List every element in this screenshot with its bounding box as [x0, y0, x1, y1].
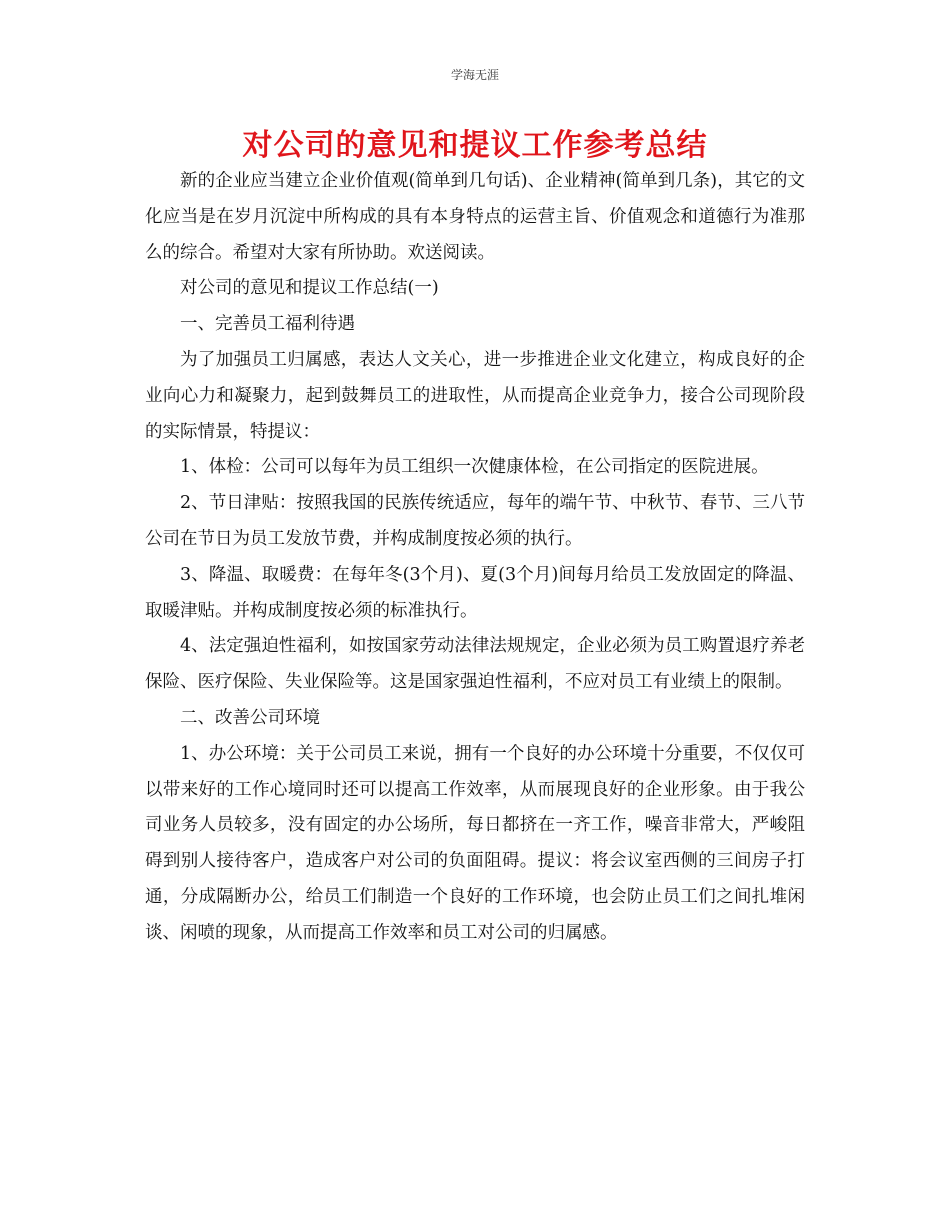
document-title: 对公司的意见和提议工作参考总结	[242, 128, 708, 163]
subsection-heading: 一、完善员工福利待遇	[180, 314, 355, 335]
list-item: 1、办公环境：关于公司员工来说，拥有一个良好的办公环境十分重要，不仅仅可以带来好的工作心境同时还可以提高工作效率，从而展现良好的企业形象。由于我公司业务人员较多，没有固定的办公场所，每日都挤在一齐工作，噪音非常大，严峻阻碍到别人接待客户，造成客户对公司的负面阻碍。提议：将会议室西侧的三间房子打通，分成隔断办公，给员工们制造一个良好的工作环境，也会防止员工们之间扎堆闲谈、闲喷的现象，从而提高工作效率和员工对公司的归属感。	[145, 743, 805, 943]
subsection-heading: 二、改善公司环境	[180, 707, 320, 728]
document-body	[145, 164, 805, 952]
intro-paragraph: 新的企业应当建立企业价值观(简单到几句话)、企业精神(简单到几条)，其它的文化应当是在岁月沉淀中所构成的具有本身特点的运营主旨、价值观念和道德行为准那么的综合。希望对大家有所协助。欢送阅读。	[145, 171, 805, 263]
section-heading: 对公司的意见和提议工作总结(一)	[180, 278, 439, 299]
list-item: 4、法定强迫性福利，如按国家劳动法律法规规定，企业必须为员工购置退疗养老保险、医疗保险、失业保险等。这是国家强迫性福利，不应对员工有业绩上的限制。	[145, 636, 805, 693]
list-item: 3、降温、取暖费：在每年冬(3个月)、夏(3个月)间每月给员工发放固定的降温、取暖津贴。并构成制度按必须的标准执行。	[145, 564, 805, 621]
body-paragraph: 为了加强员工归属感，表达人文关心，进一步推进企业文化建立，构成良好的企业向心力和凝聚力，起到鼓舞员工的进取性，从而提高企业竞争力，接合公司现阶段的实际情景，特提议：	[145, 349, 805, 442]
list-item: 2、节日津贴：按照我国的民族传统适应，每年的端午节、中秋节、春节、三八节公司在节日为员工发放节费，并构成制度按必须的执行。	[145, 493, 805, 549]
list-item: 1、体检：公司可以每年为员工组织一次健康体检，在公司指定的医院进展。	[180, 457, 769, 478]
page-header: 学海无涯	[450, 68, 499, 82]
